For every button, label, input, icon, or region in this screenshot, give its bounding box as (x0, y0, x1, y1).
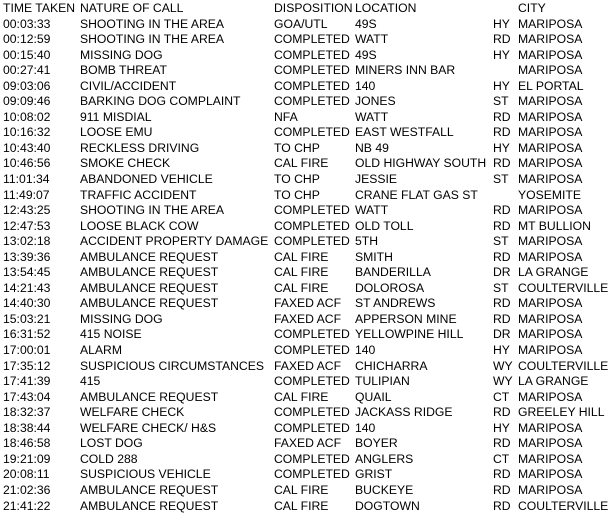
header-city: CITY (518, 1, 546, 15)
call-rows (3, 17, 611, 515)
nature-cell: MISSING DOG (80, 47, 163, 62)
disposition-cell: CAL FIRE (274, 280, 329, 295)
time-cell: 00:27:41 (3, 63, 51, 78)
street-suffix-cell: HY (493, 47, 510, 62)
time-cell: 11:01:34 (3, 172, 50, 187)
city-cell: MARIPOSA (518, 32, 583, 47)
disposition-cell: TO CHP (274, 140, 320, 155)
time-cell: 12:47:53 (3, 218, 51, 233)
disposition-cell: COMPLETED (274, 63, 350, 78)
street-suffix-cell: RD (493, 218, 511, 233)
city-cell: MARIPOSA (518, 451, 583, 466)
location-cell: GRIST (355, 467, 393, 482)
nature-cell: ABANDONED VEHICLE (80, 172, 213, 187)
street-suffix-cell: CT (493, 389, 510, 404)
time-cell: 10:08:02 (3, 109, 51, 124)
street-suffix-cell: HY (493, 78, 510, 93)
disposition-cell: COMPLETED (274, 203, 350, 218)
nature-cell: MISSING DOG (80, 311, 163, 326)
street-suffix-cell: RD (493, 125, 511, 140)
city-cell: MARIPOSA (518, 63, 583, 78)
disposition-cell: FAXED ACF (274, 358, 342, 373)
street-suffix-cell: RD (493, 32, 511, 47)
city-cell: MARIPOSA (518, 203, 583, 218)
location-cell: WATT (355, 203, 389, 218)
time-cell: 09:03:06 (3, 78, 51, 93)
call-row (3, 79, 611, 95)
location-cell: QUAIL (355, 389, 392, 404)
nature-cell: 415 NOISE (80, 327, 142, 342)
location-cell: NB 49 (355, 140, 389, 155)
city-cell: MT BULLION (518, 218, 591, 233)
street-suffix-cell: ST (493, 94, 509, 109)
call-row (3, 234, 611, 250)
city-cell: MARIPOSA (518, 16, 583, 31)
call-row (3, 327, 611, 343)
city-cell: MARIPOSA (518, 436, 583, 451)
disposition-cell: COMPLETED (274, 467, 350, 482)
call-row (3, 374, 611, 390)
call-row (3, 265, 611, 281)
city-cell: MARIPOSA (518, 467, 583, 482)
location-cell: YELLOWPINE HILL (355, 327, 464, 342)
location-cell: ANGLERS (355, 451, 414, 466)
nature-cell: CIVIL/ACCIDENT (80, 78, 177, 93)
city-cell: MARIPOSA (518, 172, 583, 187)
nature-cell: COLD 288 (80, 451, 138, 466)
city-cell: MARIPOSA (518, 343, 583, 358)
time-cell: 17:43:04 (3, 389, 51, 404)
time-cell: 13:54:45 (3, 265, 51, 280)
nature-cell: SUSPICIOUS VEHICLE (80, 467, 211, 482)
location-cell: OLD HIGHWAY SOUTH (355, 156, 487, 171)
disposition-cell: TO CHP (274, 187, 320, 202)
location-cell: BANDERILLA (355, 265, 431, 280)
city-cell: GREELEY HILL (518, 405, 605, 420)
disposition-cell: CAL FIRE (274, 389, 329, 404)
nature-cell: AMBULANCE REQUEST (80, 482, 219, 497)
city-cell: MARIPOSA (518, 94, 583, 109)
nature-cell: ACCIDENT PROPERTY DAMAGE (80, 234, 269, 249)
call-row (3, 483, 611, 499)
nature-cell: TRAFFIC ACCIDENT (80, 187, 197, 202)
city-cell: MARIPOSA (518, 296, 583, 311)
nature-cell: AMBULANCE REQUEST (80, 498, 219, 513)
disposition-cell: COMPLETED (274, 327, 350, 342)
disposition-cell: CAL FIRE (274, 482, 329, 497)
disposition-cell: COMPLETED (274, 94, 350, 109)
street-suffix-cell: RD (493, 296, 511, 311)
street-suffix-cell: RD (493, 109, 511, 124)
street-suffix-cell: RD (493, 467, 511, 482)
city-cell: MARIPOSA (518, 47, 583, 62)
street-suffix-cell: DR (493, 265, 511, 280)
street-suffix-cell: RD (493, 482, 511, 497)
time-cell: 17:41:39 (3, 374, 51, 389)
call-row (3, 125, 611, 141)
location-cell: 5TH (355, 234, 379, 249)
call-row (3, 63, 611, 79)
city-cell: MARIPOSA (518, 420, 583, 435)
call-row (3, 156, 611, 172)
call-row (3, 343, 611, 359)
disposition-cell: CAL FIRE (274, 265, 329, 280)
call-row (3, 32, 611, 48)
street-suffix-cell: HY (493, 420, 510, 435)
location-cell: 49S (355, 16, 377, 31)
street-suffix-cell: WY (493, 374, 513, 389)
city-cell: MARIPOSA (518, 125, 583, 140)
disposition-cell: CAL FIRE (274, 156, 329, 171)
city-cell: LA GRANGE (518, 265, 589, 280)
street-suffix-cell: RD (493, 249, 511, 264)
location-cell: TULIPIAN (355, 374, 410, 389)
street-suffix-cell: HY (493, 16, 510, 31)
nature-cell: SHOOTING IN THE AREA (80, 203, 225, 218)
nature-cell: WELFARE CHECK/ H&S (80, 420, 217, 435)
time-cell: 11:49:07 (3, 187, 50, 202)
street-suffix-cell: HY (493, 140, 510, 155)
location-cell: WATT (355, 109, 389, 124)
nature-cell: LOOSE BLACK COW (80, 218, 199, 233)
call-row (3, 172, 611, 188)
nature-cell: AMBULANCE REQUEST (80, 249, 219, 264)
time-cell: 14:40:30 (3, 296, 51, 311)
nature-cell: AMBULANCE REQUEST (80, 280, 219, 295)
call-row (3, 281, 611, 297)
time-cell: 00:15:40 (3, 47, 51, 62)
nature-cell: RECKLESS DRIVING (80, 140, 200, 155)
location-cell: OLD TOLL (355, 218, 414, 233)
disposition-cell: COMPLETED (274, 405, 350, 420)
call-row (3, 141, 611, 157)
call-row (3, 296, 611, 312)
nature-cell: WELFARE CHECK (80, 405, 185, 420)
time-cell: 12:43:25 (3, 203, 51, 218)
location-cell: SMITH (355, 249, 393, 264)
nature-cell: 911 MISDIAL (80, 109, 152, 124)
street-suffix-cell: DR (493, 327, 511, 342)
disposition-cell: FAXED ACF (274, 436, 342, 451)
city-cell: EL PORTAL (518, 78, 584, 93)
call-row (3, 312, 611, 328)
header-location: LOCATION (355, 1, 417, 15)
nature-cell: ALARM (80, 343, 122, 358)
disposition-cell: FAXED ACF (274, 296, 342, 311)
call-row (3, 188, 611, 204)
city-cell: COULTERVILLE (518, 498, 609, 513)
street-suffix-cell: ST (493, 280, 509, 295)
location-cell: APPERSON MINE (355, 311, 457, 326)
disposition-cell: COMPLETED (274, 125, 350, 140)
call-row (3, 499, 611, 515)
nature-cell: 415 (80, 374, 101, 389)
city-cell: MARIPOSA (518, 234, 583, 249)
nature-cell: BOMB THREAT (80, 63, 167, 78)
disposition-cell: COMPLETED (274, 343, 350, 358)
city-cell: YOSEMITE (518, 187, 581, 202)
time-cell: 00:12:59 (3, 32, 51, 47)
location-cell: CHICHARRA (355, 358, 428, 373)
time-cell: 20:08:11 (3, 467, 50, 482)
street-suffix-cell: CT (493, 451, 510, 466)
location-cell: JESSIE (355, 172, 397, 187)
disposition-cell: COMPLETED (274, 47, 350, 62)
disposition-cell: CAL FIRE (274, 498, 329, 513)
call-row (3, 94, 611, 110)
street-suffix-cell: RD (493, 498, 511, 513)
disposition-cell: CAL FIRE (274, 249, 329, 264)
city-cell: MARIPOSA (518, 311, 583, 326)
call-row (3, 452, 611, 468)
disposition-cell: COMPLETED (274, 32, 350, 47)
street-suffix-cell: RD (493, 203, 511, 218)
time-cell: 10:16:32 (3, 125, 51, 140)
location-cell: JACKASS RIDGE (355, 405, 453, 420)
time-cell: 13:02:18 (3, 234, 51, 249)
call-row (3, 110, 611, 126)
nature-cell: AMBULANCE REQUEST (80, 389, 219, 404)
call-row (3, 467, 611, 483)
nature-cell: SMOKE CHECK (80, 156, 171, 171)
call-row (3, 390, 611, 406)
time-cell: 17:00:01 (3, 343, 51, 358)
nature-cell: SHOOTING IN THE AREA (80, 16, 225, 31)
time-cell: 15:03:21 (3, 311, 51, 326)
disposition-cell: TO CHP (274, 172, 320, 187)
location-cell: ST ANDREWS (355, 296, 436, 311)
location-cell: DOLOROSA (355, 280, 425, 295)
location-cell: 140 (355, 78, 376, 93)
city-cell: MARIPOSA (518, 482, 583, 497)
city-cell: MARIPOSA (518, 156, 583, 171)
call-row (3, 436, 611, 452)
street-suffix-cell: ST (493, 234, 509, 249)
disposition-cell: COMPLETED (274, 78, 350, 93)
call-row (3, 219, 611, 235)
location-cell: DOGTOWN (355, 498, 420, 513)
time-cell: 18:46:58 (3, 436, 51, 451)
city-cell: LA GRANGE (518, 374, 589, 389)
time-cell: 17:35:12 (3, 358, 51, 373)
street-suffix-cell: RD (493, 156, 511, 171)
city-cell: MARIPOSA (518, 109, 583, 124)
location-cell: 140 (355, 420, 376, 435)
disposition-cell: GOA/UTL (274, 16, 328, 31)
disposition-cell: COMPLETED (274, 218, 350, 233)
city-cell: MARIPOSA (518, 249, 583, 264)
call-row (3, 250, 611, 266)
location-cell: WATT (355, 32, 389, 47)
city-cell: MARIPOSA (518, 140, 583, 155)
street-suffix-cell: HY (493, 343, 510, 358)
time-cell: 10:46:56 (3, 156, 51, 171)
time-cell: 19:21:09 (3, 451, 51, 466)
time-cell: 21:02:36 (3, 482, 51, 497)
header-time: TIME TAKEN (3, 1, 76, 15)
call-row (3, 48, 611, 64)
nature-cell: SHOOTING IN THE AREA (80, 32, 225, 47)
disposition-cell: NFA (274, 109, 298, 124)
city-cell: COULTERVILLE (518, 358, 609, 373)
city-cell: MARIPOSA (518, 389, 583, 404)
header-nature: NATURE OF CALL (80, 1, 184, 15)
call-row (3, 405, 611, 421)
call-log (3, 1, 611, 514)
disposition-cell: COMPLETED (274, 234, 350, 249)
call-row (3, 359, 611, 375)
time-cell: 18:32:37 (3, 405, 51, 420)
location-cell: EAST WESTFALL (355, 125, 454, 140)
location-cell: MINERS INN BAR (355, 63, 456, 78)
time-cell: 16:31:52 (3, 327, 51, 342)
nature-cell: AMBULANCE REQUEST (80, 265, 219, 280)
nature-cell: AMBULANCE REQUEST (80, 296, 219, 311)
location-cell: 49S (355, 47, 377, 62)
time-cell: 14:21:43 (3, 280, 51, 295)
street-suffix-cell: RD (493, 311, 511, 326)
header-disposition: DISPOSITION (274, 1, 353, 15)
city-cell: MARIPOSA (518, 327, 583, 342)
call-row (3, 17, 611, 33)
time-cell: 21:41:22 (3, 498, 51, 513)
street-suffix-cell: RD (493, 405, 511, 420)
location-cell: BUCKEYE (355, 482, 414, 497)
disposition-cell: COMPLETED (274, 420, 350, 435)
time-cell: 09:09:46 (3, 94, 51, 109)
nature-cell: LOST DOG (80, 436, 143, 451)
location-cell: JONES (355, 94, 396, 109)
disposition-cell: FAXED ACF (274, 311, 342, 326)
time-cell: 18:38:44 (3, 420, 51, 435)
street-suffix-cell: WY (493, 358, 513, 373)
disposition-cell: COMPLETED (274, 374, 350, 389)
time-cell: 13:39:36 (3, 249, 51, 264)
city-cell: COULTERVILLE (518, 280, 609, 295)
disposition-cell: COMPLETED (274, 451, 350, 466)
header-row (3, 1, 611, 17)
nature-cell: LOOSE EMU (80, 125, 153, 140)
call-row (3, 203, 611, 219)
time-cell: 10:43:40 (3, 140, 51, 155)
call-row (3, 421, 611, 437)
location-cell: 140 (355, 343, 376, 358)
street-suffix-cell: ST (493, 172, 509, 187)
location-cell: BOYER (355, 436, 398, 451)
nature-cell: SUSPICIOUS CIRCUMSTANCES (80, 358, 264, 373)
time-cell: 00:03:33 (3, 16, 51, 31)
location-cell: CRANE FLAT GAS ST (355, 187, 478, 202)
nature-cell: BARKING DOG COMPLAINT (80, 94, 241, 109)
street-suffix-cell: RD (493, 436, 511, 451)
